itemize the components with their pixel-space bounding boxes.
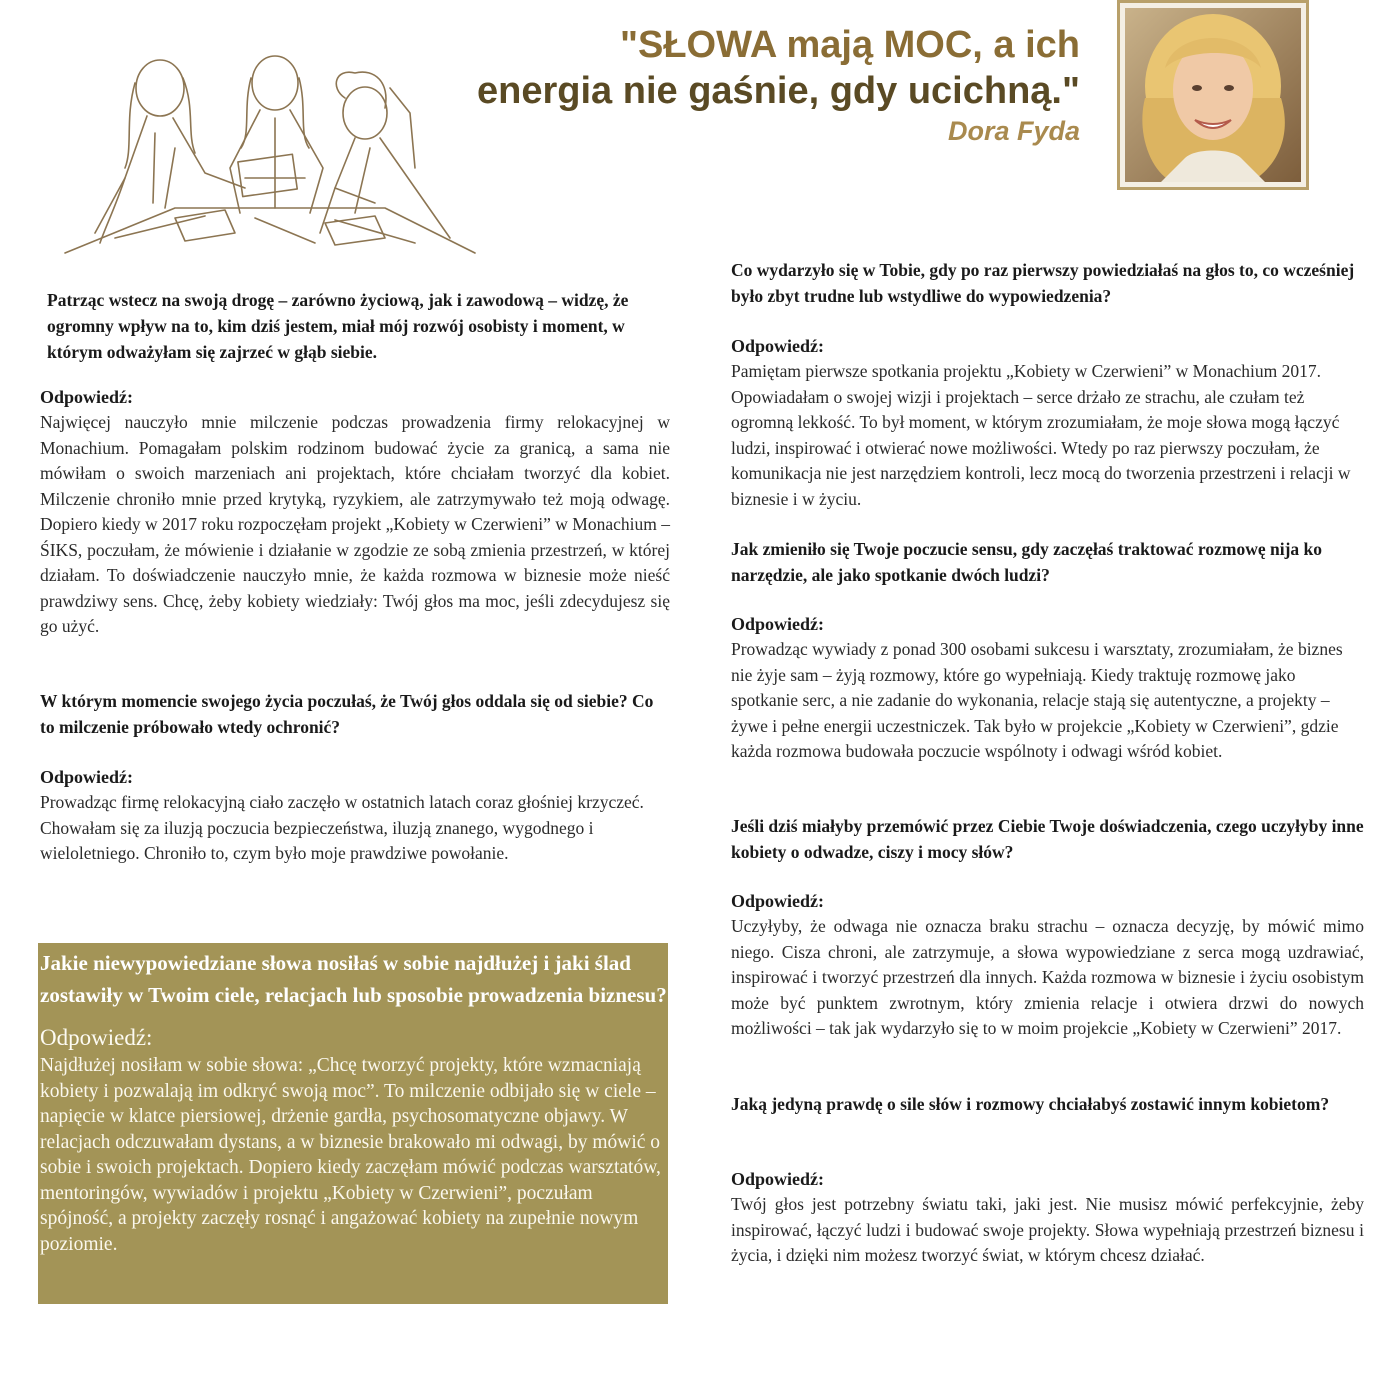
answer-text: Uczyłyby, że odwaga nie oznacza braku strachu – oznacza decyzję, by mówić mimo niego. Cisza chroni, ale zatrzymuje, a słowa wypowiedziane z serca mogą uzdrawiać, inspirować i tworzyć przestrzeń dla innych. Każda rozmowa w biznesie i życiu osobistym może być punktem zwrotnym, który zmienia relacje i otwiera drzwi do nowych możliwości – tak jak wydarzyło się to w moim projekcie „Kobiety w Czerwieni” 2017.	[731, 916, 1364, 1038]
right-question-4	[731, 1091, 1364, 1117]
left-answer-1	[40, 384, 670, 640]
right-answer-1	[731, 333, 1364, 512]
question-text: Jaką jedyną prawdę o sile słów i rozmowy chciałabyś zostawić innym kobietom?	[731, 1094, 1330, 1114]
answer-text: Twój głos jest potrzebny światu taki, jaki jest. Nie musisz mówić perfekcyjnie, żeby inspirować, łączyć ludzi i budować swoje projekty. Słowa wypełniają przestrzeń biznesu i życia, i dzięki nim możesz tworzyć świat, w którym chcesz działać.	[731, 1194, 1364, 1265]
answer-text: Prowadząc wywiady z ponad 300 osobami sukcesu i warsztaty, zrozumiałam, że biznes nie żyje sam – żyją rozmowy, które go wypełniają. Kiedy traktuję rozmowę jako spotkanie serc, a nie zadanie do wykonania, relacje stają się autentyczne, a projekty – żywe i pełne energii uczestniczek. Tak było w projekcie „Kobiety w Czerwieni”, gdzie każda rozmowa budowała poczucie wspólnoty i odwagi wśród kobiet.	[731, 639, 1343, 761]
question-text: Jak zmieniło się Twoje poczucie sensu, gdy zaczęłaś traktować rozmowę nija ko narzędzie, ale jako spotkanie dwóch ludzi?	[731, 539, 1323, 585]
right-question-1	[731, 257, 1364, 309]
right-question-2	[731, 536, 1364, 588]
right-answer-3	[731, 888, 1364, 1042]
quote-author: Dora Fyda	[947, 116, 1080, 146]
answer-label: Odpowiedź:	[731, 1169, 825, 1189]
author-portrait	[1117, 0, 1309, 190]
question-text: Co wydarzyło się w Tobie, gdy po raz pierwszy powiedziałaś na głos to, co wcześniej było zbyt trudne lub wstydliwe do wypowiedzenia?	[731, 260, 1355, 306]
answer-text: Najwięcej nauczyło mnie milczenie podczas prowadzenia firmy relokacyjnej w Monachium. Pomagałam polskim rodzinom budować życie za granicą, a sama nie mówiłam o swoich marzeniach ani projektach, które chciałam tworzyć dla kobiet. Milczenie chroniło mnie przed krytyką, ryzykiem, ale zatrzymywało też moją odwagę. Dopiero kiedy w 2017 roku rozpoczęłam projekt „Kobiety w Czerwieni” w Monachium – ŚIKS, poczułam, że mówienie i działanie w zgodzie ze sobą zmienia przestrzeń, w której działam. To doświadczenie nauczyło mnie, że każda rozmowa w biznesie może nieść prawdziwy sens. Chcę, żeby kobiety wiedziały: Twój głos ma moc, jeśli zdecydujesz się go użyć.	[40, 412, 670, 636]
question-text: W którym momencie swojego życia poczułaś, że Twój głos oddala się od siebie? Co to milczenie próbowało wtedy ochronić?	[40, 691, 654, 737]
question-text: Jeśli dziś miałyby przemówić przez Ciebie Twoje doświadczenia, czego uczyłyby inne kobiety o odwadze, ciszy i mocy słów?	[731, 816, 1364, 862]
right-answer-2	[731, 611, 1364, 765]
quote-line-2: energia nie gaśnie, gdy ucichną."	[477, 70, 1080, 112]
quote-header	[420, 22, 1080, 148]
right-answer-4	[731, 1166, 1364, 1269]
right-question-3	[731, 813, 1364, 865]
answer-label: Odpowiedź:	[731, 891, 825, 911]
box-answer-text: Najdłużej nosiłam w sobie słowa: „Chcę tworzyć projekty, które wzmacniają kobiety i pozwalają im odkryć swoją moc”. To milczenie odbijało się w ciele – napięcie w klatce piersiowej, drżenie gardła, psychosomatyczne objawy. W relacjach odczuwałam dystans, a w biznesie brakowało mi odwagi, by mówić o sobie i swoich projektach. Dopiero kiedy zaczęłam mówić podczas warsztatów, mentoringów, wywiadów i projektu „Kobiety w Czerwieni”, poczułam spójność, a projekty zaczęły rosnąć i angażować kobiety na zupełnie nowym poziomie.	[40, 1055, 661, 1255]
box-question: Jakie niewypowiedziane słowa nosiłaś w sobie najdłużej i jaki ślad zostawiły w Twoim ciele, relacjach lub sposobie prowadzenia biznesu?	[40, 951, 667, 1007]
left-answer-2	[40, 764, 670, 867]
answer-text: Pamiętam pierwsze spotkania projektu „Kobiety w Czerwieni” w Monachium 2017. Opowiadałam o swojej wizji i projektach – serce drżało ze strachu, ale czułam też ogromną lekkość. To był moment, w którym zrozumiałam, że moje słowa mogą łączyć ludzi, inspirować i otwierać nowe możliwości. Wtedy po raz pierwszy poczułam, że komunikacja nie jest narzędziem kontroli, lecz mocą do tworzenia przestrzeni i relacji w biznesie i w życiu.	[731, 361, 1351, 509]
highlight-box	[38, 943, 668, 1304]
intro-text: Patrząc wstecz na swoją drogę – zarówno życiową, jak i zawodową – widzę, że ogromny wpływ na to, kim dziś jestem, miał mój rozwój osobisty i moment, w którym odważyłam się zajrzeć w głąb siebie.	[47, 290, 629, 362]
answer-label: Odpowiedź:	[40, 387, 134, 407]
box-answer-label: Odpowiedź:	[40, 1025, 153, 1050]
answer-label: Odpowiedź:	[731, 336, 825, 356]
answer-label: Odpowiedź:	[731, 614, 825, 634]
answer-label: Odpowiedź:	[40, 767, 134, 787]
left-question-2	[40, 688, 670, 740]
answer-text: Prowadząc firmę relokacyjną ciało zaczęło w ostatnich latach coraz głośniej krzyczeć. Chowałam się za iluzją poczucia bezpieczeństwa, iluzją znanego, wygodnego i wieloletniego. Chroniło to, czym było moje prawdziwe powołanie.	[40, 792, 644, 863]
portrait-photo	[1125, 8, 1301, 182]
quote-line-1: "SŁOWA mają MOC, a ich	[619, 24, 1080, 66]
